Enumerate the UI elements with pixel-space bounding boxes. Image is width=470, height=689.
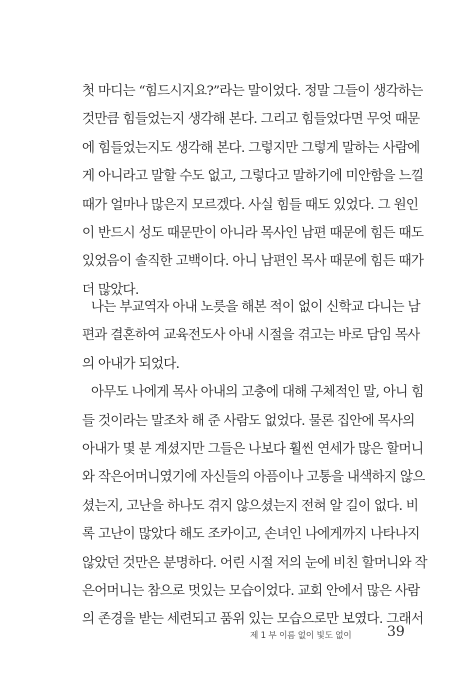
text-line: 의 존경을 받는 세련되고 품위 있는 모습으로만 보였다. 그래서 bbox=[82, 612, 424, 628]
page-footer bbox=[250, 624, 410, 648]
text-line: 때가 얼마나 많은지 모르겠다. 사실 힘들 때도 있었다. 그 원인 bbox=[82, 197, 419, 213]
text-line: 이 반드시 성도 때문만이 아니라 목사인 남편 때문에 힘든 때도 bbox=[82, 225, 424, 241]
text-line: 것만큼 힘들었는지 생각해 본다. 그리고 힘들었다면 무엇 때문 bbox=[82, 112, 420, 128]
text-line: 아무도 나에게 목사 아내의 고충에 대해 구체적인 말, 아니 힘 bbox=[91, 385, 424, 401]
paragraph-1 bbox=[82, 78, 424, 305]
text-line: 않았던 것만은 분명하다. 어린 시절 저의 눈에 비친 할머니와 작 bbox=[82, 555, 427, 571]
text-line: 더 많았다. bbox=[82, 282, 139, 298]
running-head: 제 1 부 이름 없이 빛도 없이 bbox=[250, 631, 352, 641]
page-number: 39 bbox=[387, 624, 405, 640]
text-line: 에 힘들었는지도 생각해 본다. 그렇지만 그렇게 말하는 사람에 bbox=[82, 140, 420, 156]
text-line: 첫 마디는 “힘드시지요?”라는 말이었다. 정말 그들이 생각하는 bbox=[82, 84, 423, 99]
text-line: 나는 부교역자 아내 노릇을 해본 적이 없이 신학교 다니는 남 bbox=[91, 300, 420, 315]
text-line: 편과 결혼하여 교육전도사 아내 시절을 겪고는 바로 담임 목사 bbox=[82, 328, 420, 344]
text-line: 있었음이 솔직한 고백이다. 아니 남편인 목사 때문에 힘든 때가 bbox=[82, 254, 424, 270]
text-line: 셨는지, 고난을 하나도 겪지 않으셨는지 전혀 알 길이 없다. 비 bbox=[82, 498, 419, 514]
text-line: 들 것이라는 말조차 해 준 사람도 없었다. 물론 집안에 목사의 bbox=[82, 413, 415, 429]
text-line: 아내가 몇 분 계셨지만 그들은 나보다 훨씬 연세가 많은 할머니 bbox=[82, 441, 424, 457]
text-line: 와 작은어머니였기에 자신들의 아픔이나 고통을 내색하지 않으 bbox=[82, 470, 425, 486]
text-line: 게 아니라고 말할 수도 없고, 그렇다고 말하기에 미안함을 느낄 bbox=[82, 169, 424, 185]
text-line: 의 아내가 되었다. bbox=[82, 356, 180, 372]
text-line: 록 고난이 많았다 해도 조카이고, 손녀인 나에게까지 나타나지 bbox=[82, 527, 420, 543]
text-line: 은어머니는 참으로 멋있는 모습이었다. 교회 안에서 많은 사람 bbox=[82, 583, 420, 599]
